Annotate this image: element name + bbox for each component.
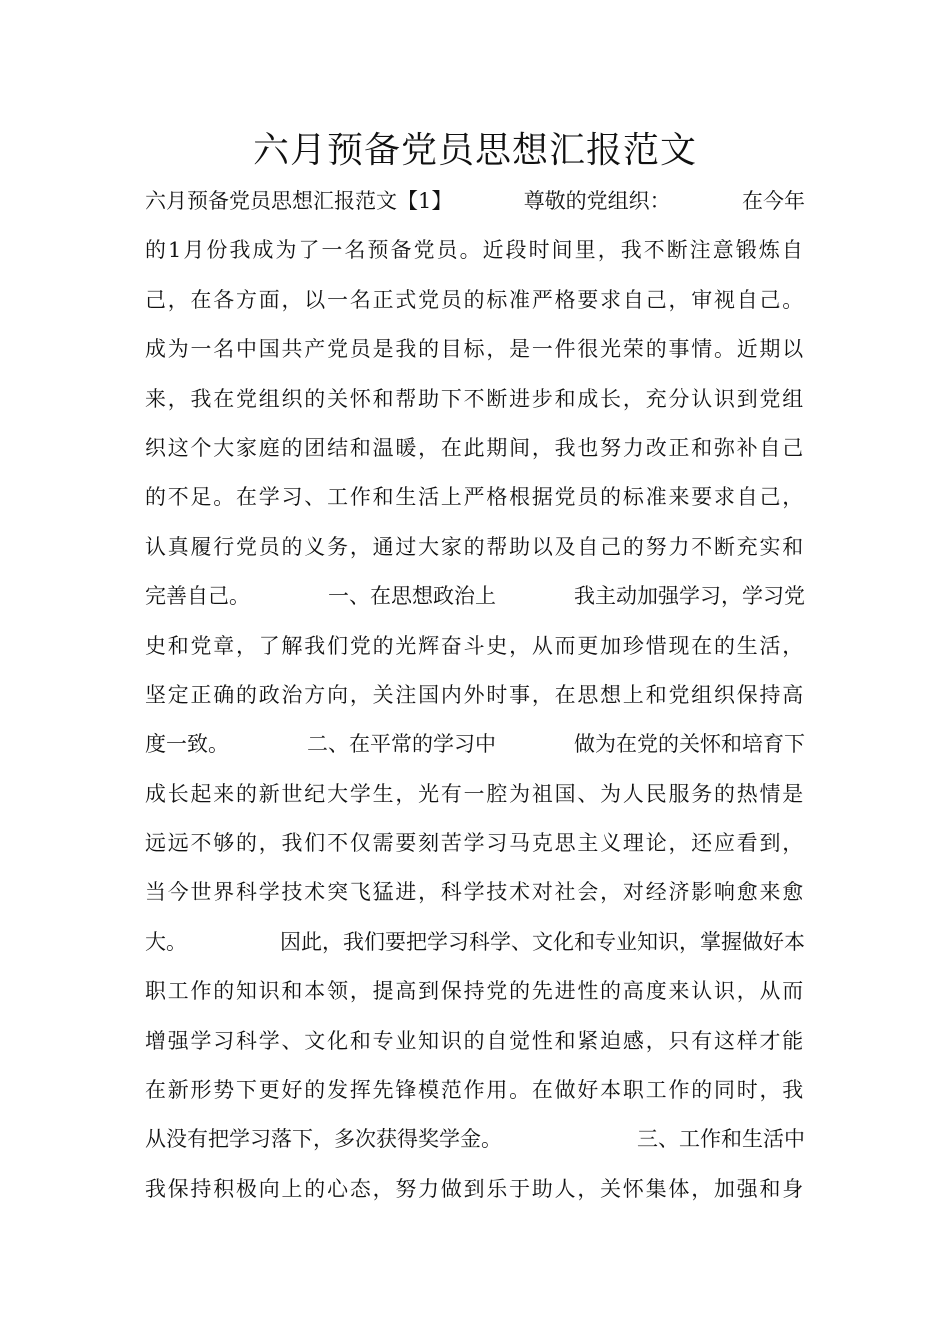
body-line (145, 724, 805, 773)
text-segment: 当今世界科学技术突飞猛进，科学技术对社会，对经济影响愈来愈 (145, 880, 806, 905)
text-segment: 认真履行党员的义务，通过大家的帮助以及自己的努力不断充实和 (145, 534, 806, 559)
text-segment: 因此，我们要把学习科学、文化和专业知识，掌握做好本 (280, 929, 805, 954)
text-segment: 增强学习科学、文化和专业知识的自觉性和紧迫感，只有这样才能 (145, 1028, 806, 1053)
body-line (145, 823, 805, 872)
text-segment: 从没有把学习落下，多次获得奖学金。 (145, 1127, 502, 1152)
text-segment: 我主动加强学习，学习党 (574, 584, 805, 609)
body-line (145, 1169, 805, 1218)
body-line (145, 527, 805, 576)
document-body (145, 181, 805, 1218)
body-line (145, 280, 805, 329)
text-segment: 织这个大家庭的团结和温暖，在此期间，我也努力改正和弥补自己 (145, 435, 806, 460)
text-segment: 远远不够的，我们不仅需要刻苦学习马克思主义理论，还应看到， (145, 831, 806, 856)
text-segment: 己，在各方面，以一名正式党员的标准严格要求自己，审视自己。 (145, 287, 806, 312)
body-line (145, 329, 805, 378)
document-title: 六月预备党员思想汇报范文 (252, 130, 697, 171)
body-line (145, 181, 805, 230)
text-segment: 六月预备党员思想汇报范文【1】 (145, 189, 453, 213)
text-segment: 三、工作和生活中 (637, 1127, 805, 1152)
text-segment: 史和党章，了解我们党的光辉奋斗史，从而更加珍惜现在的生活， (145, 633, 806, 658)
text-segment: 大。 (145, 929, 187, 954)
text-segment: 做为在党的关怀和培育下 (574, 732, 805, 757)
text-segment: 一、在思想政治上 (328, 584, 496, 609)
body-line (145, 1070, 805, 1119)
text-segment: 在今年 (742, 189, 805, 213)
text-segment: 的1月份我成为了一名预备党员。近段时间里，我不断注意锻炼自 (145, 238, 805, 263)
text-segment: 职工作的知识和本领，提高到保持党的先进性的高度来认识，从而 (145, 979, 806, 1004)
body-line (145, 379, 805, 428)
body-line (145, 971, 805, 1020)
text-segment: 在新形势下更好的发挥先锋模范作用。在做好本职工作的同时，我 (145, 1078, 806, 1103)
text-segment: 二、在平常的学习中 (307, 732, 496, 757)
text-segment: 来，我在党组织的关怀和帮助下不断进步和成长，充分认识到党组 (145, 386, 806, 411)
body-line (145, 922, 805, 971)
body-line (145, 1021, 805, 1070)
text-segment: 度一致。 (145, 732, 229, 757)
body-line (145, 576, 805, 625)
text-segment: 尊敬的党组织： (523, 189, 671, 213)
body-line (145, 477, 805, 526)
body-line (145, 872, 805, 921)
body-line (145, 1119, 805, 1168)
text-segment: 坚定正确的政治方向，关注国内外时事，在思想上和党组织保持高 (145, 682, 806, 707)
body-line (145, 428, 805, 477)
text-segment: 我保持积极向上的心态，努力做到乐于助人，关怀集体，加强和身 (145, 1176, 806, 1201)
body-line (145, 230, 805, 279)
body-line (145, 774, 805, 823)
body-line (145, 626, 805, 675)
text-segment: 成为一名中国共产党员是我的目标，是一件很光荣的事情。近期以 (145, 337, 806, 362)
body-line (145, 675, 805, 724)
text-segment: 完善自己。 (145, 584, 250, 609)
text-segment: 成长起来的新世纪大学生，光有一腔为祖国、为人民服务的热情是 (145, 781, 806, 806)
text-segment: 的不足。在学习、工作和生活上严格根据党员的标准来要求自己， (145, 485, 806, 510)
